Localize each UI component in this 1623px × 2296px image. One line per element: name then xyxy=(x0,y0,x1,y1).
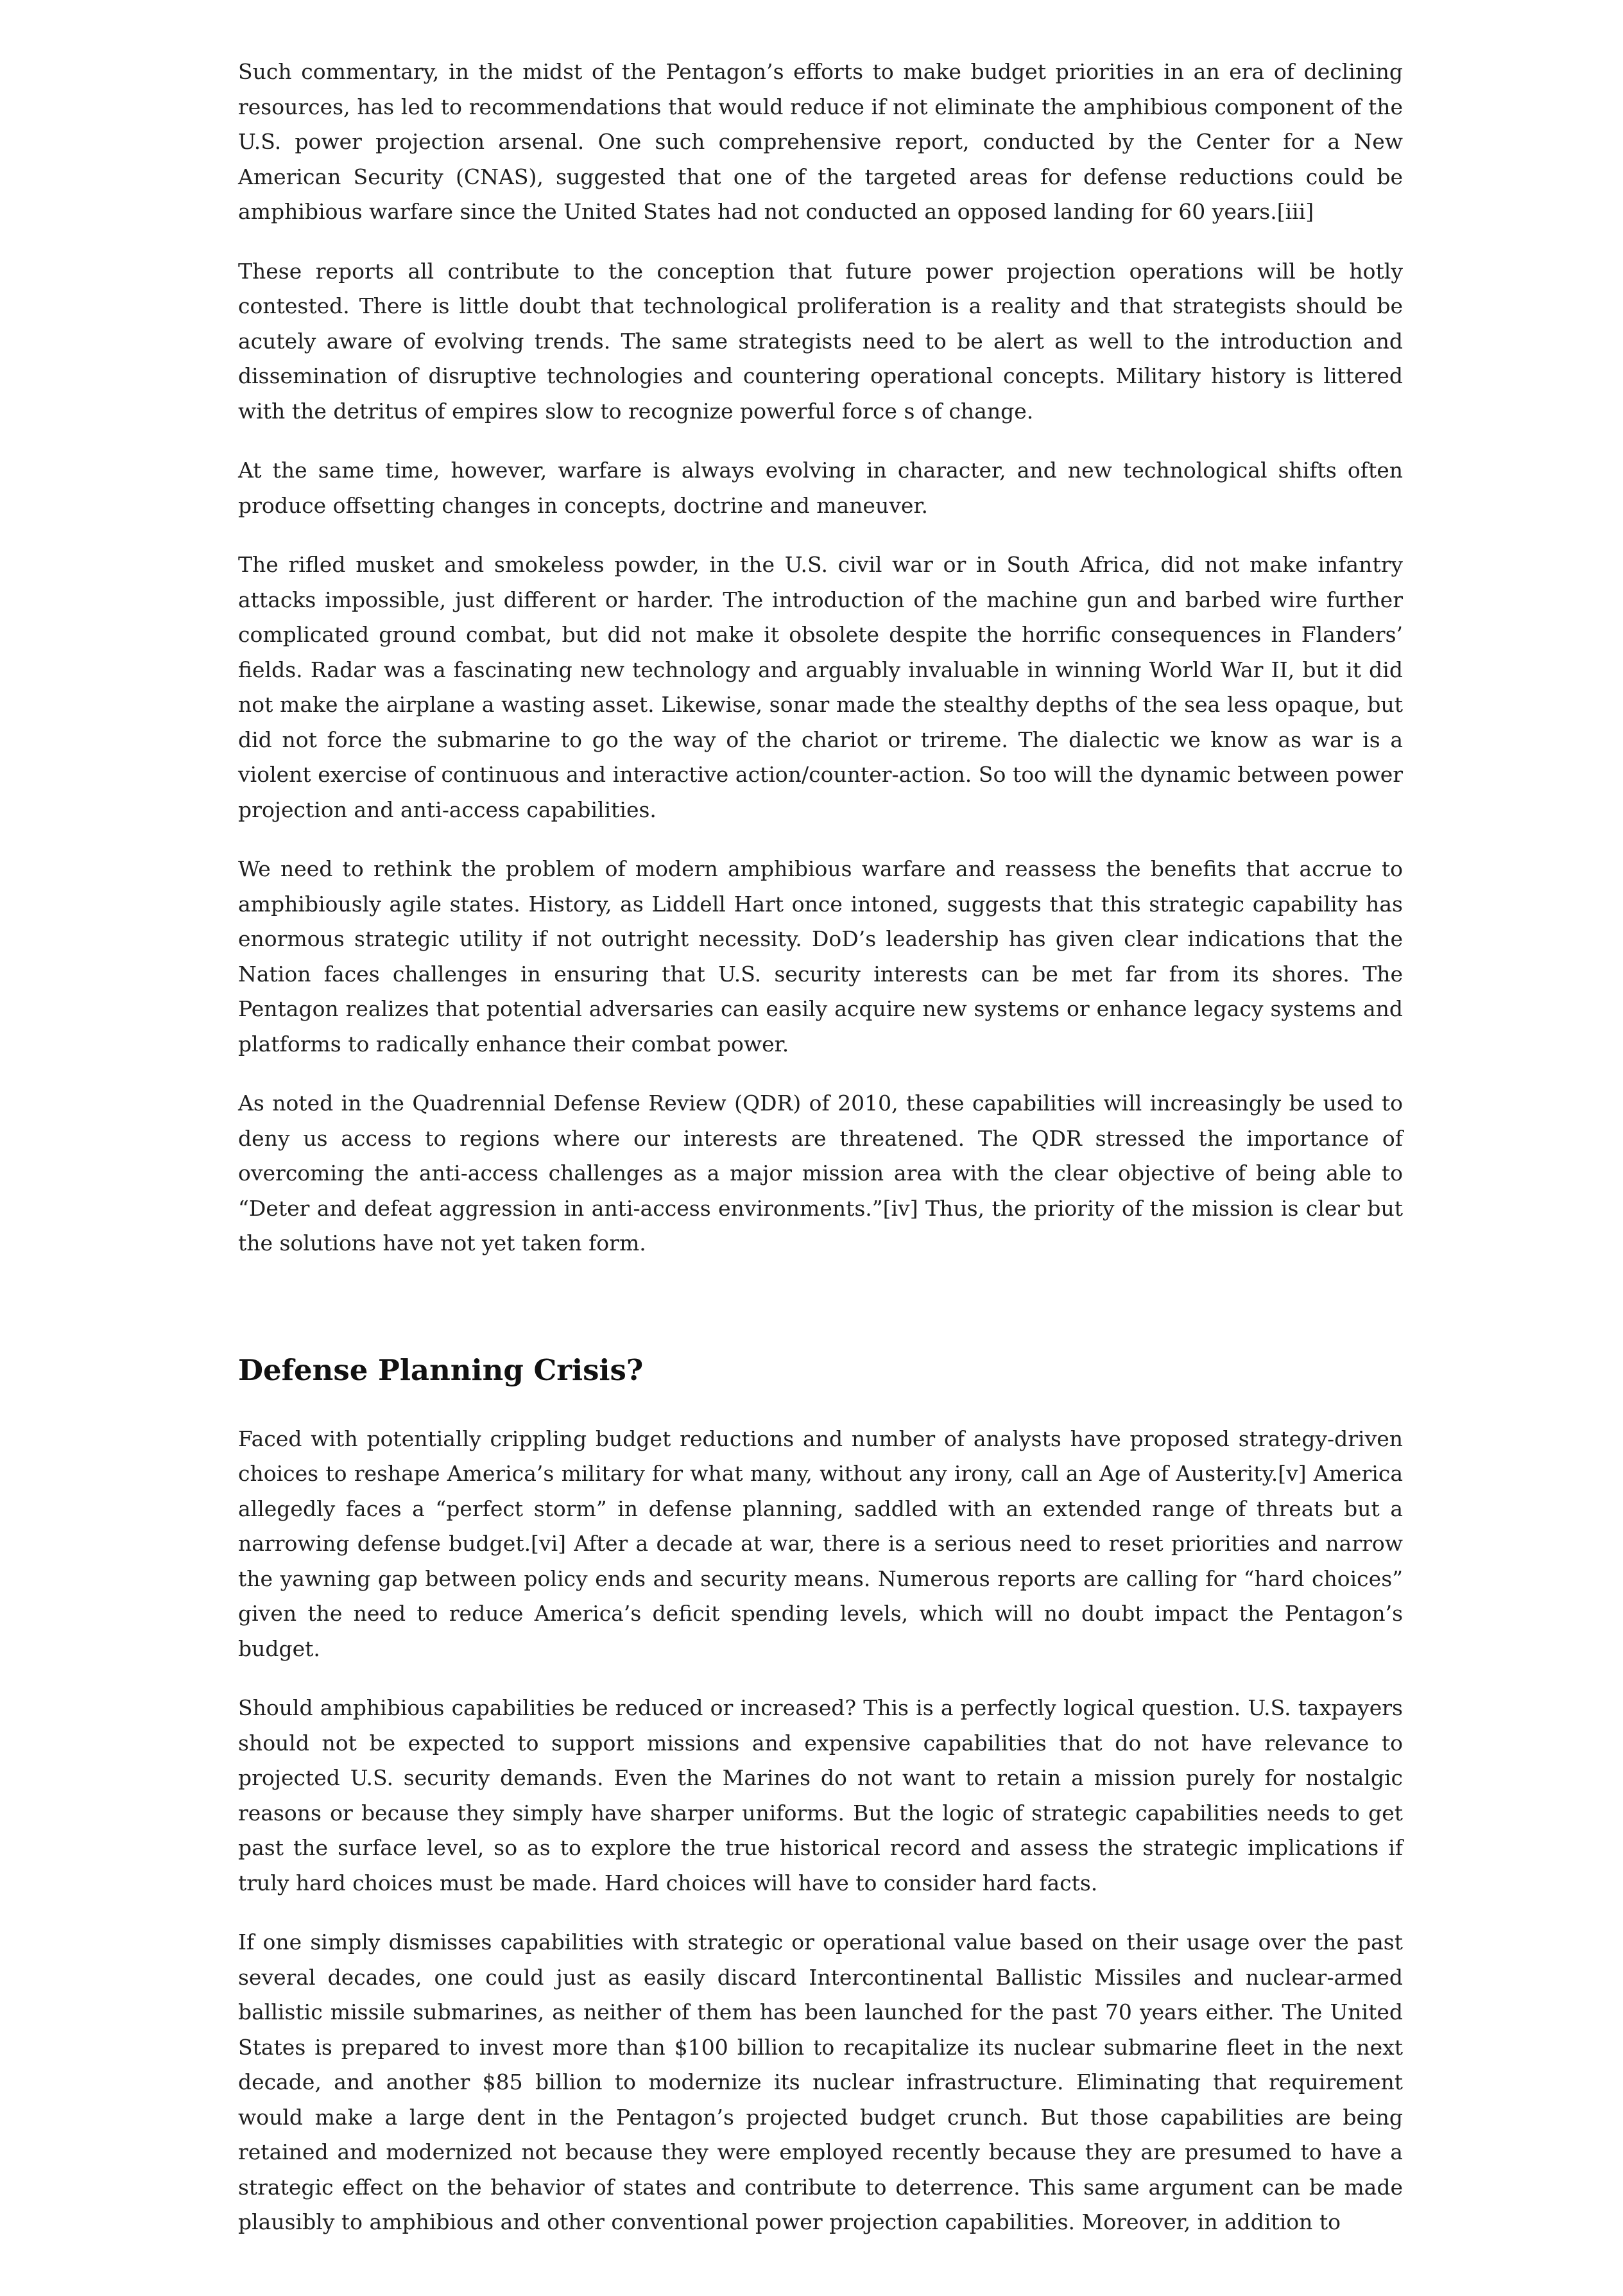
body-paragraph: Should amphibious capabilities be reduced or increased? This is a perfectly logical question. U.S. taxpayers should not be expected to support missions and expensive capabilities that do not have relevance to projected U.S. security demands. Even the Marines do not want to retain a mission purely for nostalgic reasons or because they simply have sharper uniforms. But the logic of strategic capabilities needs to get past the surface level, so as to explore the true historical record and assess the strategic implications if truly hard choices must be made. Hard choices will have to consider hard facts. xyxy=(238,1695,1403,1895)
body-paragraph: Such commentary, in the midst of the Pentagon’s efforts to make budget priorities in an era of declining resources, has led to recommendations that would reduce if not eliminate the amphibious component of the U.S. power projection arsenal. One such comprehensive report, conducted by the Center for a New American Security (CNAS), suggested that one of the targeted areas for defense reductions could be amphibious warfare since the United States had not conducted an opposed landing for 60 years.[iii] xyxy=(238,59,1403,224)
article-page xyxy=(238,55,1403,2265)
body-paragraph: We need to rethink the problem of modern amphibious warfare and reassess the benefits that accrue to amphibiously agile states. History, as Liddell Hart once intoned, suggests that this strategic capability has enormous strategic utility if not outright necessity. DoD’s leadership has given clear indications that the Nation faces challenges in ensuring that U.S. security interests can be met far from its shores. The Pentagon realizes that potential adversaries can easily acquire new systems or enhance legacy systems and platforms to radically enhance their combat power. xyxy=(238,856,1403,1057)
body-paragraph: The rifled musket and smokeless powder, in the U.S. civil war or in South Africa, did not make infantry attacks impossible, just different or harder. The introduction of the machine gun and barbed wire further complicated ground combat, but did not make it obsolete despite the horrific consequences in Flanders’ fields. Radar was a fascinating new technology and arguably invaluable in winning World War II, but it did not make the airplane a wasting asset. Likewise, sonar made the stealthy depths of the sea less opaque, but did not force the submarine to go the way of the chariot or trireme. The dialectic we know as war is a violent exercise of continuous and interactive action/counter-action. So too will the dynamic between power projection and anti-access capabilities. xyxy=(238,552,1403,822)
body-paragraph: Faced with potentially crippling budget reductions and number of analysts have proposed strategy-driven choices to reshape America’s military for what many, without any irony, call an Age of Austerity.[v] America allegedly faces a “perfect storm” in defense planning, saddled with an extended range of threats but a narrowing defense budget.[vi] After a decade at war, there is a serious need to reset priorities and narrow the yawning gap between policy ends and security means. Numerous reports are calling for “hard choices” given the need to reduce America’s deficit spending levels, which will no doubt impact the Pentagon’s budget. xyxy=(238,1426,1403,1661)
section-heading: Defense Planning Crisis? xyxy=(238,1352,644,1387)
body-paragraph: If one simply dismisses capabilities with strategic or operational value based on their usage over the past several decades, one could just as easily discard Intercontinental Ballistic Missiles and nuclear-armed ballistic missile submarines, as neither of them has been launched for the past 70 years either. The United States is prepared to invest more than $100 billion to recapitalize its nuclear submarine fleet in the next decade, and another $85 billion to modernize its nuclear infrastructure. Eliminating that requirement would make a large dent in the Pentagon’s projected budget crunch. But those capabilities are being retained and modernized not because they were employed recently because they are presumed to have a strategic effect on the behavior of states and contribute to deterrence. This same argument can be made plausibly to amphibious and other conventional power projection capabilities. Moreover, in addition to xyxy=(238,1929,1403,2234)
body-paragraph: At the same time, however, warfare is always evolving in character, and new technological shifts often produce offsetting changes in concepts, doctrine and maneuver. xyxy=(238,458,1403,518)
body-paragraph: As noted in the Quadrennial Defense Review (QDR) of 2010, these capabilities will increasingly be used to deny us access to regions where our interests are threatened. The QDR stressed the importance of overcoming the anti-access challenges as a major mission area with the clear objective of being able to “Deter and defeat aggression in anti-access environments.”[iv] Thus, the priority of the mission is clear but the solutions have not yet taken form. xyxy=(238,1091,1403,1256)
body-paragraph: These reports all contribute to the conception that future power projection operations will be hotly contested. There is little doubt that technological proliferation is a reality and that strategists should be acutely aware of evolving trends. The same strategists need to be alert as well to the introduction and dissemination of disruptive technologies and countering operational concepts. Military history is littered with the detritus of empires slow to recognize powerful force s of change. xyxy=(238,258,1403,424)
